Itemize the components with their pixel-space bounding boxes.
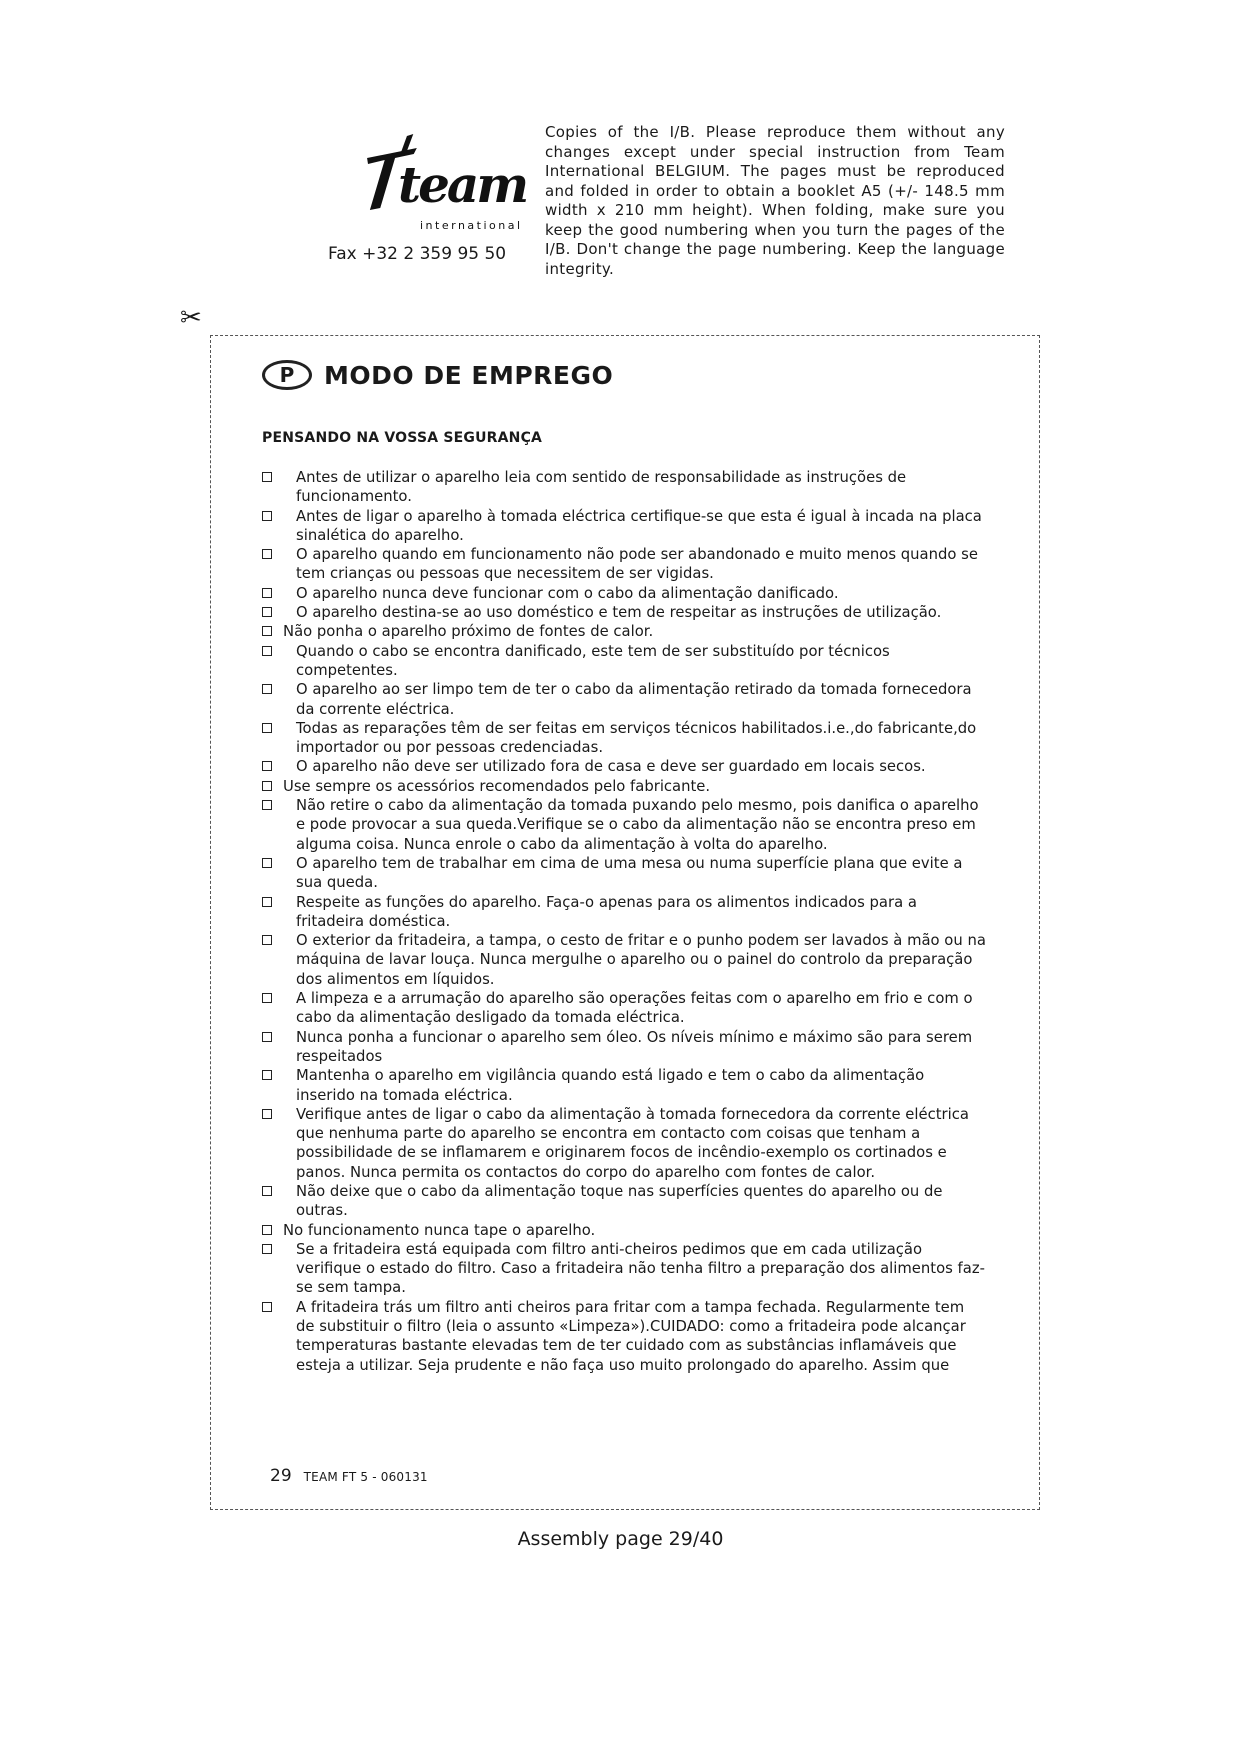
list-item: O aparelho quando em funcionamento não pode ser abandonado e muito menos quando se tem crianças ou pessoas que necessitem de ser vigidas. [262,545,987,584]
list-item: Quando o cabo se encontra danificado, este tem de ser substituído por técnicos competentes. [262,642,987,681]
checkbox-bullet-icon [262,1070,272,1080]
checkbox-bullet-icon [262,626,272,636]
checkbox-bullet-icon [262,684,272,694]
checkbox-bullet-icon [262,646,272,656]
checkbox-bullet-icon [262,800,272,810]
page-footer [270,1466,428,1486]
list-item: Não deixe que o cabo da alimentação toque nas superfícies quentes do aparelho ou de outras. [262,1182,987,1221]
list-item: Não retire o cabo da alimentação da tomada puxando pelo mesmo, pois danifica o aparelho e pode provocar a sua queda.Verifique se o cabo da alimentação não se encontra preso em alguma coisa. Nunca enrole o cabo da alimentação à volta do aparelho. [262,796,987,854]
list-item: Antes de ligar o aparelho à tomada eléctrica certifique-se que esta é igual à incada na placa sinalética do aparelho. [262,507,987,546]
list-item: Todas as reparações têm de ser feitas em serviços técnicos habilitados.i.e.,do fabricante,do importador ou por pessoas credenciadas. [262,719,987,758]
assembly-page-label: Assembly page 29/40 [517,1528,724,1550]
logo-wordmark: team [398,155,527,214]
safety-list [262,468,987,1375]
reproduction-instructions: Copies of the I/B. Please reproduce them without any changes except under special instruction from Team International BELGIUM. The pages must be reproduced and folded in order to obtain a booklet A5 (+/- 148.5 mm width x 210 mm height). When folding, make sure you keep the good numbering when you turn the pages of the I/B. Don't change the page numbering. Keep the language integrity. [545,123,1005,278]
checkbox-bullet-icon [262,897,272,907]
checkbox-bullet-icon [262,761,272,771]
list-item: Não ponha o aparelho próximo de fontes de calor. [262,622,987,641]
list-item: Use sempre os acessórios recomendados pelo fabricante. [262,777,987,796]
list-item: A limpeza e a arrumação do aparelho são operações feitas com o aparelho em frio e com o cabo da alimentação desligado da tomada eléctrica. [262,989,987,1028]
checkbox-bullet-icon [262,511,272,521]
list-item: Se a fritadeira está equipada com filtro anti-cheiros pedimos que em cada utilização verifique o estado do filtro. Caso a fritadeira não tenha filtro a preparação dos alimentos faz-se sem tampa. [262,1240,987,1298]
checkbox-bullet-icon [262,1302,272,1312]
scissors-icon: ✂ [180,303,202,333]
checkbox-bullet-icon [262,1244,272,1254]
list-item: A fritadeira trás um filtro anti cheiros para fritar com a tampa fechada. Regularmente tem de substituir o filtro (leia o assunto «Limpeza»).CUIDADO: como a fritadeira pode alcançar temperaturas bastante elevadas tem de ter cuidado com as substâncias inflamáveis que esteja a utilizar. Seja prudente e não faça uso muito prolongado do aparelho. Assim que [262,1298,987,1375]
checkbox-bullet-icon [262,607,272,617]
checkbox-bullet-icon [262,1186,272,1196]
list-item: Verifique antes de ligar o cabo da alimentação à tomada fornecedora da corrente eléctrica que nenhuma parte do aparelho se encontra em contacto com coisas que tenham a possibilidade de se inflamarem e originarem focos de incêndio-exemplo os cortinados e panos. Nunca permita os contactos do corpo do aparelho com fontes de calor. [262,1105,987,1182]
section-title: PENSANDO NA VOSSA SEGURANÇA [262,430,543,446]
list-item: Nunca ponha a funcionar o aparelho sem óleo. Os níveis mínimo e máximo são para serem respeitados [262,1028,987,1067]
list-item: O aparelho não deve ser utilizado fora de casa e deve ser guardado em locais secos. [262,757,987,776]
checkbox-bullet-icon [262,549,272,559]
list-item: O aparelho destina-se ao uso doméstico e tem de respeitar as instruções de utilização. [262,603,987,622]
checkbox-bullet-icon [262,723,272,733]
page-header [262,358,613,392]
model-code: TEAM FT 5 - 060131 [303,1470,428,1484]
team-international-logo [350,130,527,240]
checkbox-bullet-icon [262,935,272,945]
list-item: O exterior da fritadeira, a tampa, o cesto de fritar e o punho podem ser lavados à mão ou na máquina de lavar louça. Nunca mergulhe o aparelho ou o painel do controlo da preparação dos alimentos em líquidos. [262,931,987,989]
list-item: O aparelho tem de trabalhar em cima de uma mesa ou numa superfície plana que evite a sua queda. [262,854,987,893]
checkbox-bullet-icon [262,858,272,868]
list-item: Respeite as funções do aparelho. Faça-o apenas para os alimentos indicados para a fritadeira doméstica. [262,893,987,932]
logo-subtext: international [420,219,523,232]
checkbox-bullet-icon [262,1225,272,1235]
page-title: MODO DE EMPREGO [324,360,614,390]
language-badge: P [262,360,312,390]
list-item: Antes de utilizar o aparelho leia com sentido de responsabilidade as instruções de funcionamento. [262,468,987,507]
fax-number: Fax +32 2 359 95 50 [328,244,507,264]
checkbox-bullet-icon [262,1032,272,1042]
checkbox-bullet-icon [262,993,272,1003]
list-item: Mantenha o aparelho em vigilância quando está ligado e tem o cabo da alimentação inserido na tomada eléctrica. [262,1066,987,1105]
page-number: 29 [270,1466,292,1486]
checkbox-bullet-icon [262,588,272,598]
list-item: No funcionamento nunca tape o aparelho. [262,1221,987,1240]
checkbox-bullet-icon [262,781,272,791]
checkbox-bullet-icon [262,1109,272,1119]
list-item: O aparelho ao ser limpo tem de ter o cabo da alimentação retirado da tomada fornecedora da corrente eléctrica. [262,680,987,719]
checkbox-bullet-icon [262,472,272,482]
list-item: O aparelho nunca deve funcionar com o cabo da alimentação danificado. [262,584,987,603]
